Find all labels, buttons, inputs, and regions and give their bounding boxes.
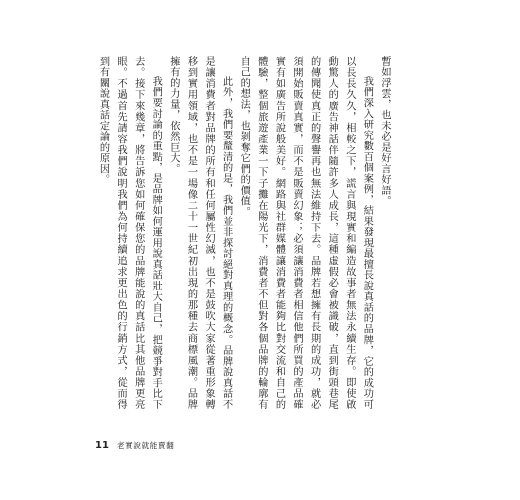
paragraph-2: 我們深入研究數百個案例，結果發現最擅長說真話的品牌，它的成功可以長長久久，相較之下，謊言與現實和編造故事者無法永續生存。即使啟動驚人的廣告神話伴隨許多人成長，這種虛假必會被識破，直到街頭巷尾的傳聞使真正的聲譽再也無法維持下去。品牌若想擁有長期的成功，就必須開始販賣真實，而不是販賣幻象；必須讓消費者相信他們所買的產品確實有如廣告所說般美好。網路與社群媒體讓消費者能夠比對交流和自己的體驗，整個旅遊產業一下子攤在陽光下，消費者不但對各個品牌的輪廓有自己的想法，也剝奪它們的價值。	[238, 56, 373, 410]
page-footer	[95, 440, 174, 451]
vertical-text-body	[97, 56, 393, 410]
running-book-title: 老實說就能賣翻	[116, 441, 175, 450]
paragraph-3: 此外，我們要釐清的是，我們並非探討絕對真理的概念。品牌說真話不是讓消費者對品牌的所有和任何屬性幻滅，也不是鼓吹大家從著重形象轉移到實用領域，也不是一場像二十一世紀初出現的那種去商標風潮。品牌擁有的力量，依然巨大。	[167, 56, 232, 410]
paragraph-4: 我們要討論的重點，是品牌如何運用說真話壯大自己，把競爭對手比下去。接下來幾章，將告訴您如何確保您的品牌能說的真話比其他品牌更亮眼。不過首先請容我們說明我們為何持續追求更出色的行銷方式，從而得到有關說真話定論的原因。	[97, 56, 162, 410]
page-number: 11	[95, 440, 109, 451]
paragraph-1: 暫如浮雲，也未必是好言好語。	[379, 56, 390, 207]
